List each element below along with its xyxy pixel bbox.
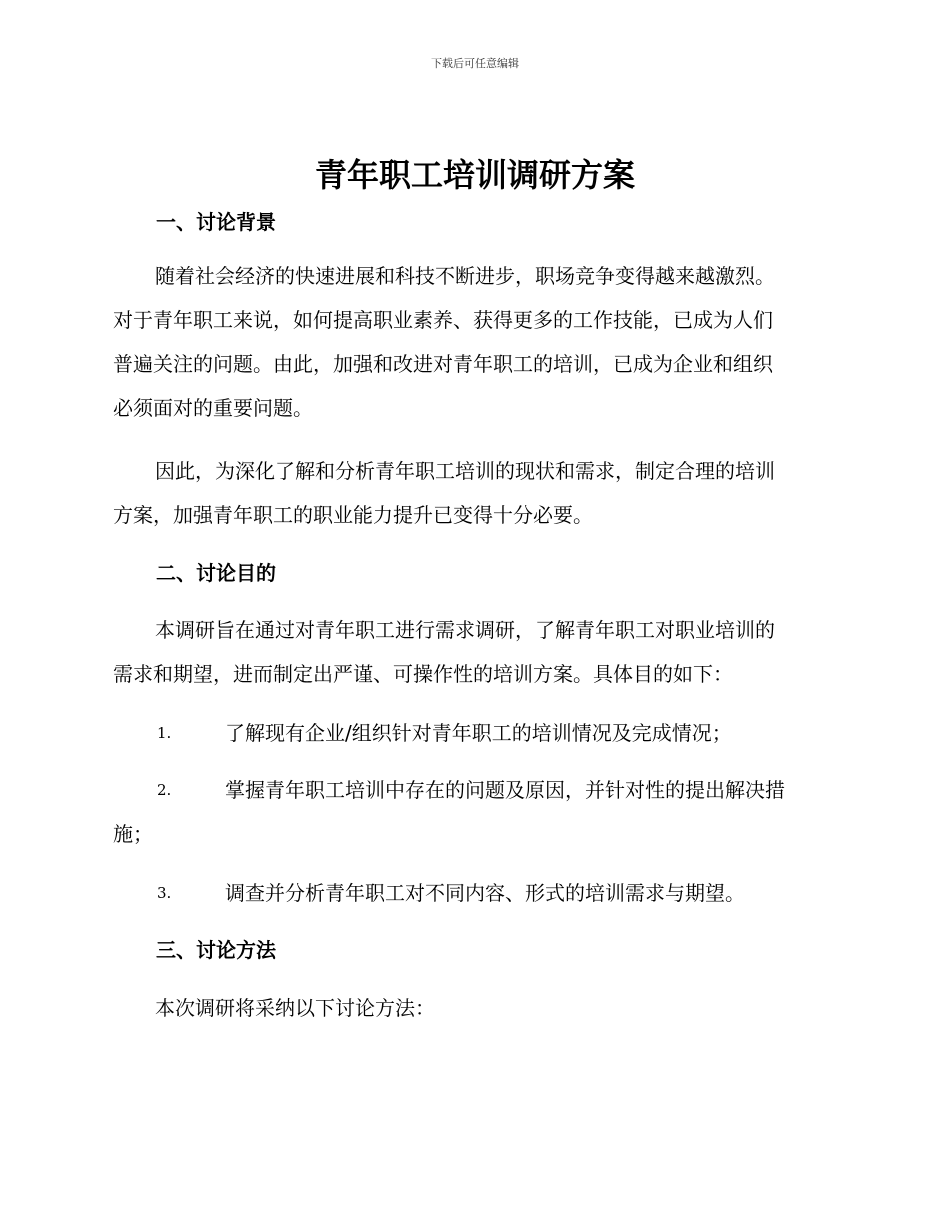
paragraph-line: 普遍关注的问题。由此，加强和改进对青年职工的培训，已成为企业和组织 — [113, 352, 773, 376]
list-number: 2. — [157, 781, 172, 799]
section-heading-method: 三、讨论方法 — [156, 938, 276, 962]
section-heading-background: 一、讨论背景 — [156, 210, 276, 234]
list-text: 了解现有企业/组织针对青年职工的培训情况及完成情况； — [225, 721, 732, 745]
list-item-1 — [113, 711, 833, 755]
paragraph-line: 随着社会经济的快速进展和科技不断进步，职场竞争变得越来越激烈。 — [155, 264, 775, 288]
list-number: 3. — [157, 884, 172, 902]
paragraph-line: 对于青年职工来说，如何提高职业素养、获得更多的工作技能，已成为人们 — [113, 308, 773, 332]
list-text-continuation: 施； — [113, 822, 153, 846]
paragraph-background-2 — [113, 449, 833, 537]
paragraph-method — [113, 986, 833, 1030]
list-number: 1. — [157, 724, 172, 742]
paragraph-line: 必须面对的重要问题。 — [113, 396, 313, 420]
list-item-2 — [113, 768, 833, 856]
list-text: 调查并分析青年职工对不同内容、形式的培训需求与期望。 — [225, 881, 745, 905]
paragraph-line: 需求和期望，进而制定出严谨、可操作性的培训方案。具体目的如下： — [113, 662, 733, 686]
header-note: 下载后可任意编辑 — [431, 57, 519, 70]
document-title: 青年职工培训调研方案 — [314, 156, 635, 194]
paragraph-line: 方案，加强青年职工的职业能力提升已变得十分必要。 — [113, 503, 593, 527]
list-text: 掌握青年职工培训中存在的问题及原因，并针对性的提出解决措 — [225, 778, 785, 802]
paragraph-line: 本调研旨在通过对青年职工进行需求调研，了解青年职工对职业培训的 — [155, 618, 775, 642]
paragraph-background-1 — [113, 254, 833, 430]
section-heading-purpose: 二、讨论目的 — [156, 561, 276, 585]
paragraph-line: 本次调研将采纳以下讨论方法： — [155, 996, 435, 1020]
paragraph-line: 因此，为深化了解和分析青年职工培训的现状和需求，制定合理的培训 — [155, 459, 775, 483]
paragraph-purpose — [113, 608, 833, 696]
list-item-3 — [113, 871, 833, 915]
